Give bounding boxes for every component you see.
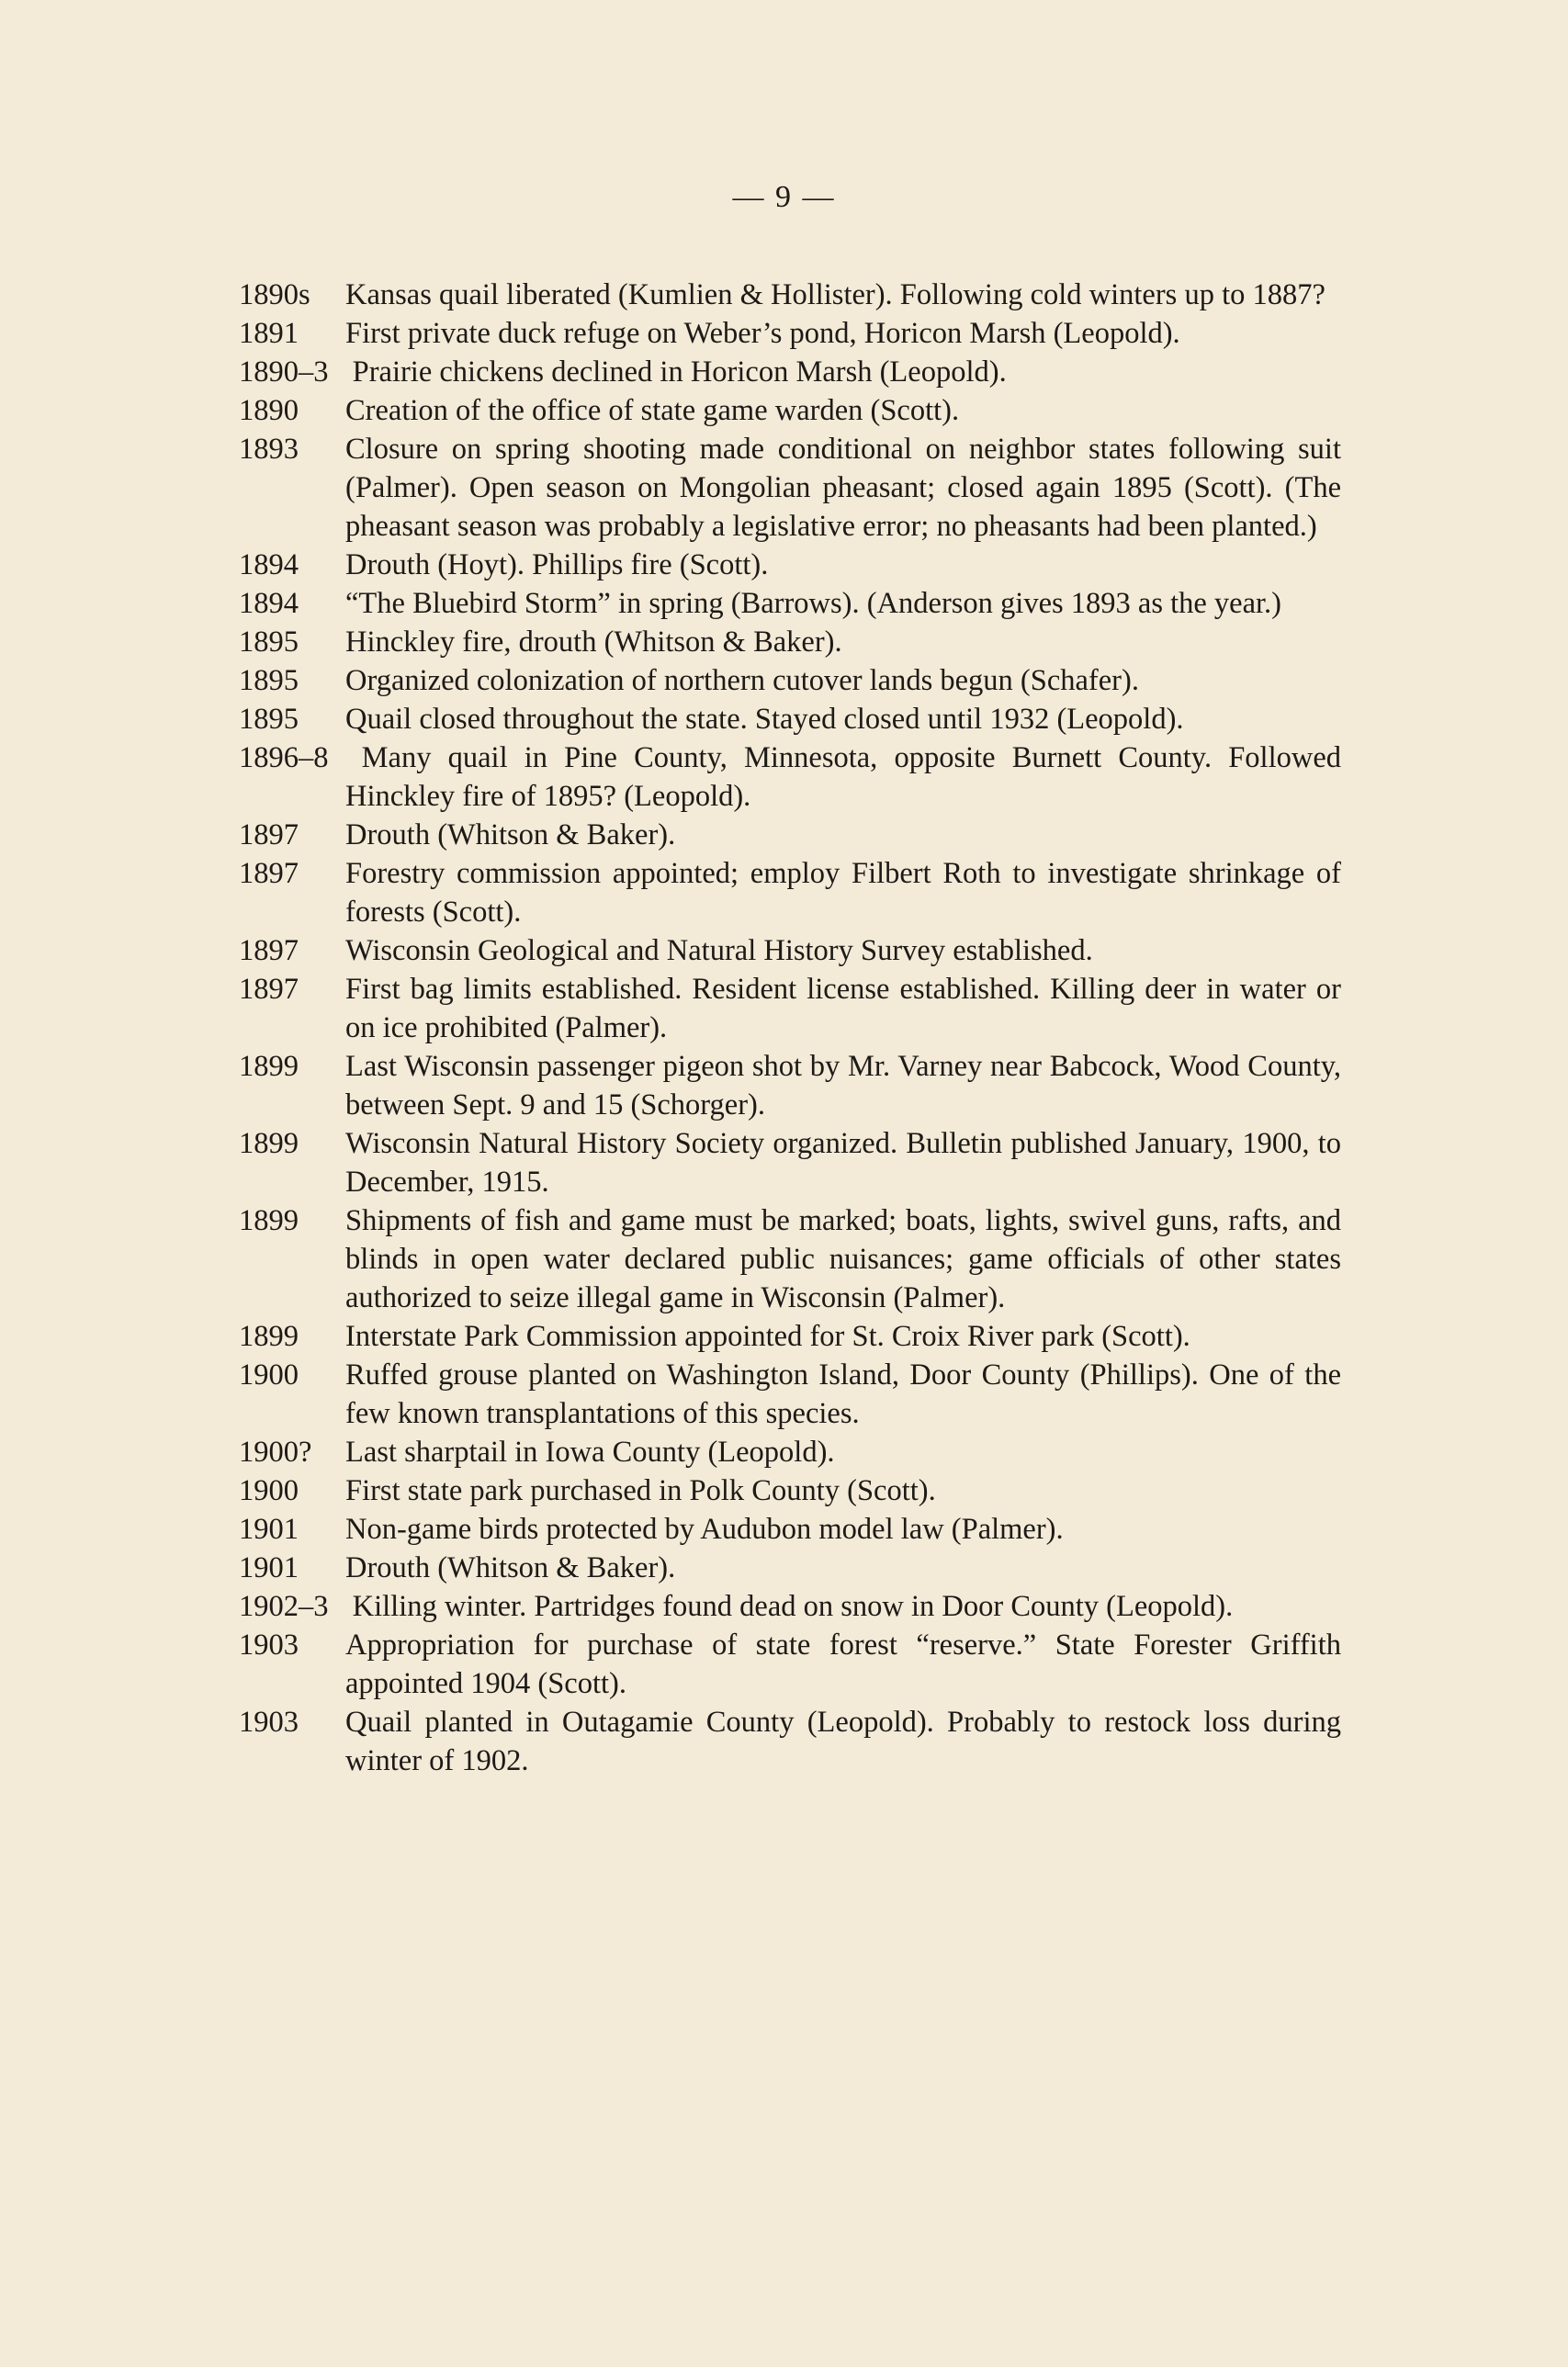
chronology-entry <box>239 816 1341 854</box>
entry-text: Shipments of fish and game must be marked; boats, lights, swivel guns, rafts, and blinds in open water declared public nuisances; game officials of other states authorized to seize illegal game in Wisconsin (Palmer). <box>345 1204 1341 1314</box>
entry-year: 1897 <box>239 818 299 851</box>
entry-text: First bag limits established. Resident license established. Killing deer in water or on ice prohibited (Palmer). <box>345 973 1341 1044</box>
entry-year: 1895 <box>239 664 299 697</box>
chronology-entry <box>239 353 1341 391</box>
chronology-entry <box>239 1587 1341 1626</box>
entry-text: Forestry commission appointed; employ Filbert Roth to investigate shrinkage of forests (Scott). <box>345 857 1341 929</box>
chronology-entry <box>239 700 1341 738</box>
entry-text: Organized colonization of northern cutover lands begun (Schafer). <box>345 664 1139 697</box>
entry-text: First state park purchased in Polk County (Scott). <box>345 1474 936 1507</box>
chronology-entry <box>239 1510 1341 1549</box>
chronology-entry <box>239 1317 1341 1356</box>
page-number: — 9 — <box>732 180 836 214</box>
entry-text: Ruffed grouse planted on Washington Island, Door County (Phillips). One of the few known transplantations of this species. <box>345 1358 1341 1430</box>
chronology-entry <box>239 1549 1341 1587</box>
entry-text: Prairie chickens declined in Horicon Marsh (Leopold). <box>352 355 1007 389</box>
chronology-entry <box>239 970 1341 1047</box>
entry-year: 1901 <box>239 1513 299 1546</box>
entry-year: 1890–3 <box>239 355 329 389</box>
entry-text: “The Bluebird Storm” in spring (Barrows). (Anderson gives 1893 as the year.) <box>345 587 1282 620</box>
chronology-entry <box>239 1201 1341 1317</box>
entry-year: 1894 <box>239 548 299 581</box>
entry-text: Quail closed throughout the state. Stayed closed until 1932 (Leopold). <box>345 703 1184 736</box>
entry-year: 1902–3 <box>239 1590 329 1623</box>
entry-year: 1891 <box>239 317 299 350</box>
entry-year: 1890s <box>239 278 310 311</box>
entry-text: Drouth (Hoyt). Phillips fire (Scott). <box>345 548 769 581</box>
entry-year: 1897 <box>239 857 299 890</box>
entry-year: 1897 <box>239 973 299 1006</box>
entry-text: Hinckley fire, drouth (Whitson & Baker). <box>345 626 842 659</box>
entry-text: Last sharptail in Iowa County (Leopold). <box>345 1436 835 1469</box>
chronology-entry <box>239 546 1341 584</box>
entry-text: First private duck refuge on Weber’s pond, Horicon Marsh (Leopold). <box>345 317 1180 350</box>
chronology-entry <box>239 1433 1341 1471</box>
entry-text: Drouth (Whitson & Baker). <box>345 818 676 851</box>
chronology-entry <box>239 1047 1341 1124</box>
chronology-entry <box>239 1626 1341 1703</box>
entry-text: Last Wisconsin passenger pigeon shot by Mr. Varney near Babcock, Wood County, between Sept. 9 and 15 (Schorger). <box>345 1050 1341 1122</box>
entry-text: Killing winter. Partridges found dead on snow in Door County (Leopold). <box>352 1590 1234 1623</box>
chronology-entry <box>239 1124 1341 1201</box>
entry-text: Kansas quail liberated (Kumlien & Hollister). Following cold winters up to 1887? <box>345 278 1325 311</box>
chronology-entry <box>239 623 1341 661</box>
chronology-entry <box>239 1703 1341 1780</box>
entry-year: 1900? <box>239 1436 312 1469</box>
entry-text: Wisconsin Natural History Society organized. Bulletin published January, 1900, to December, 1915. <box>345 1127 1341 1199</box>
entry-year: 1900 <box>239 1358 299 1392</box>
chronology-entry <box>239 931 1341 970</box>
entry-text: Closure on spring shooting made conditional on neighbor states following suit (Palmer). Open season on Mongolian pheasant; closed again 1895 (Scott). (The pheasant season was probably a legislative error; no pheasants had been planted.) <box>345 433 1341 543</box>
entry-year: 1901 <box>239 1551 299 1584</box>
entry-year: 1895 <box>239 703 299 736</box>
entry-text: Wisconsin Geological and Natural History Survey established. <box>345 934 1093 967</box>
entry-year: 1894 <box>239 587 299 620</box>
entry-year: 1899 <box>239 1204 299 1237</box>
entry-year: 1890 <box>239 394 299 427</box>
chronology-entry <box>239 391 1341 430</box>
entry-year: 1899 <box>239 1127 299 1160</box>
chronology-entry <box>239 584 1341 623</box>
chronology-entry <box>239 430 1341 546</box>
entry-year: 1897 <box>239 934 299 967</box>
entry-year: 1903 <box>239 1629 299 1662</box>
chronology-entry <box>239 1471 1341 1510</box>
chronology-entry <box>239 854 1341 931</box>
chronology-list <box>239 276 1341 1780</box>
entry-text: Appropriation for purchase of state forest “reserve.” State Forester Griffith appointed 1904 (Scott). <box>345 1629 1341 1700</box>
chronology-entry <box>239 1356 1341 1433</box>
entry-year: 1893 <box>239 433 299 466</box>
entry-text: Drouth (Whitson & Baker). <box>345 1551 676 1584</box>
entry-year: 1900 <box>239 1474 299 1507</box>
entry-text: Interstate Park Commission appointed for St. Croix River park (Scott). <box>345 1320 1190 1353</box>
entry-year: 1899 <box>239 1320 299 1353</box>
entry-year: 1895 <box>239 626 299 659</box>
entry-year: 1896–8 <box>239 741 329 774</box>
entry-text: Quail planted in Outagamie County (Leopold). Probably to restock loss during winter of 1902. <box>345 1706 1341 1777</box>
entry-text: Creation of the office of state game warden (Scott). <box>345 394 960 427</box>
entry-year: 1903 <box>239 1706 299 1739</box>
entry-year: 1899 <box>239 1050 299 1083</box>
chronology-entry <box>239 276 1341 314</box>
entry-text: Many quail in Pine County, Minnesota, opposite Burnett County. Followed Hinckley fire of 1895? (Leopold). <box>345 741 1341 813</box>
chronology-entry <box>239 314 1341 353</box>
chronology-entry <box>239 661 1341 700</box>
entry-text: Non-game birds protected by Audubon model law (Palmer). <box>345 1513 1064 1546</box>
chronology-entry <box>239 738 1341 816</box>
